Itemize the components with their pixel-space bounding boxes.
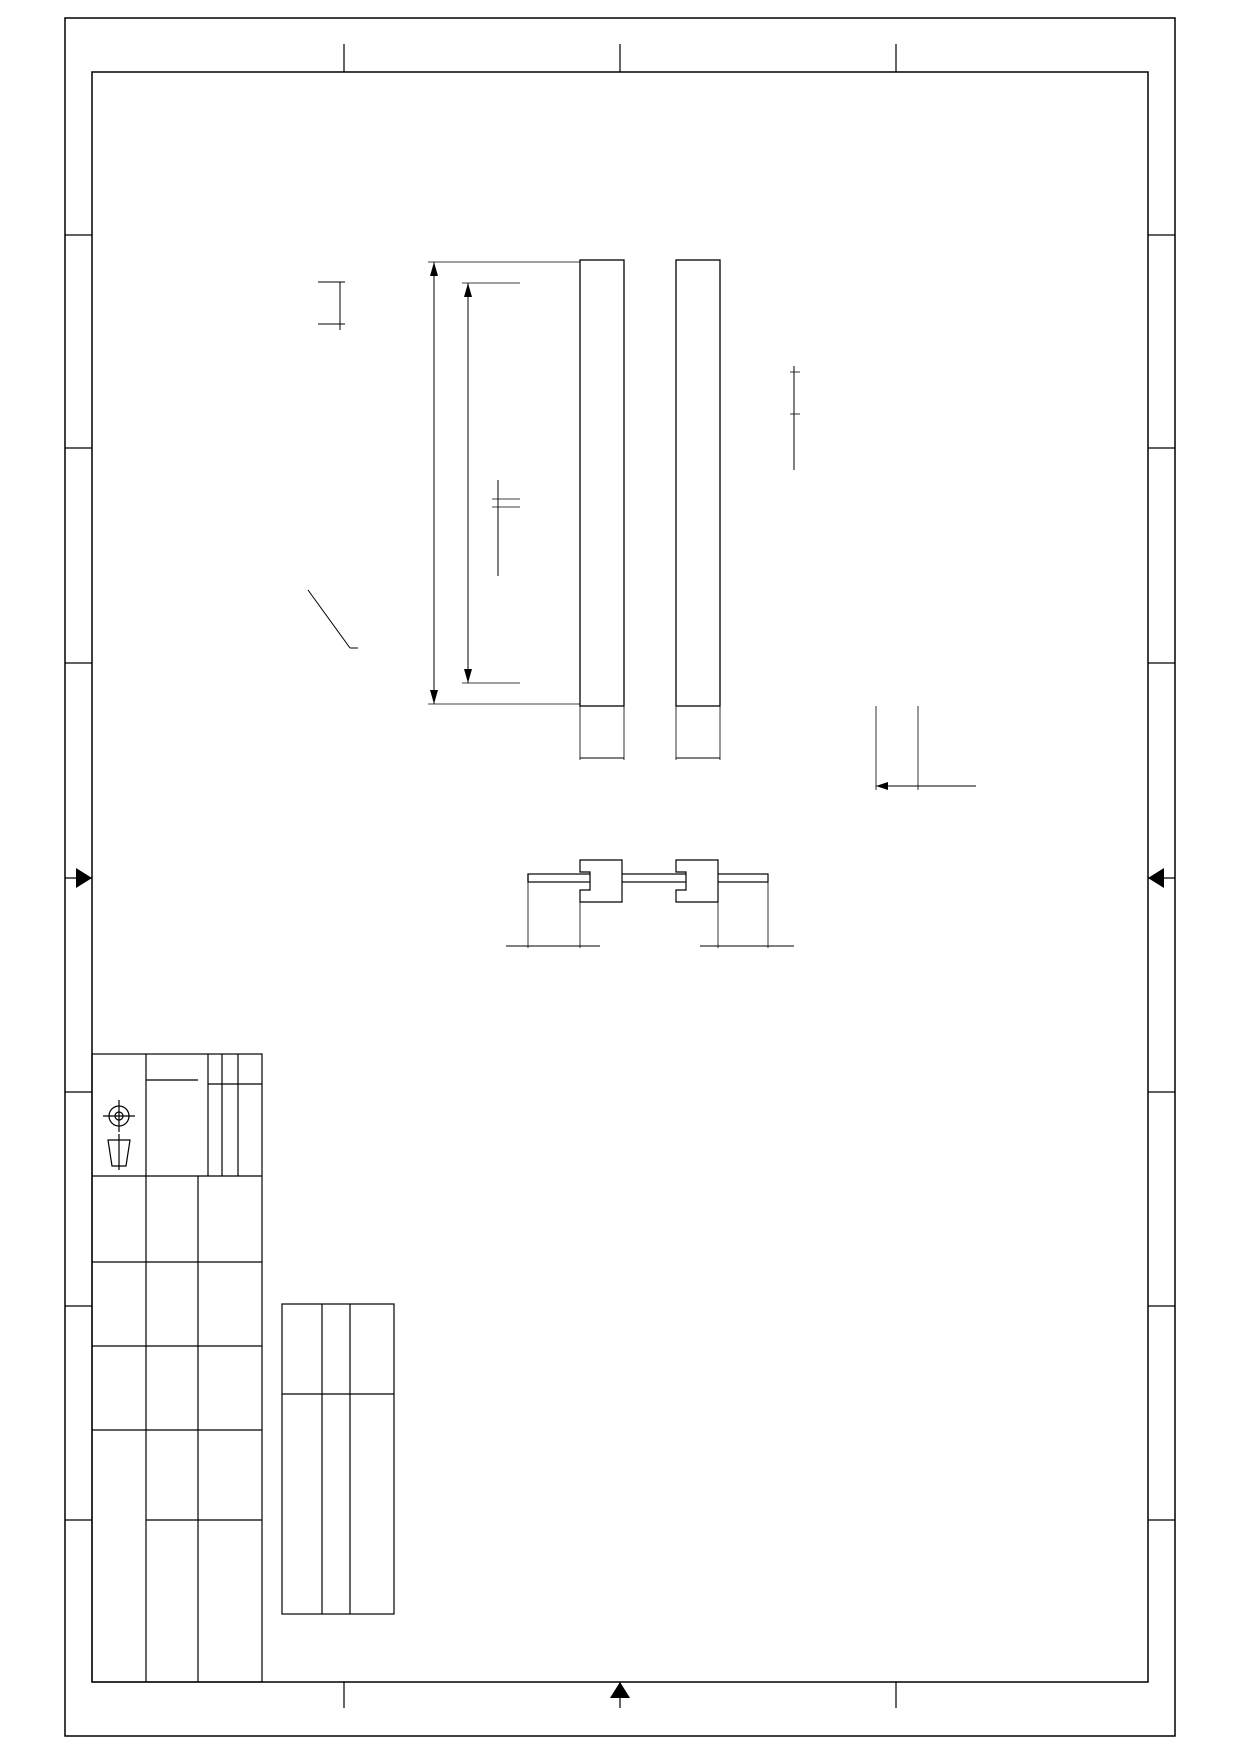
centering-arrow-bottom bbox=[610, 1682, 630, 1698]
title-block-grid bbox=[92, 1054, 262, 1682]
insulator-body-1 bbox=[580, 260, 624, 706]
insulator-body-2 bbox=[676, 260, 720, 706]
dimension-table bbox=[282, 1304, 394, 1614]
centering-arrow-left bbox=[76, 868, 92, 888]
centering-arrow-right bbox=[1148, 868, 1164, 888]
profile-view bbox=[528, 860, 768, 902]
projection-symbol-icon bbox=[103, 1100, 135, 1170]
hole-leader bbox=[308, 590, 350, 648]
